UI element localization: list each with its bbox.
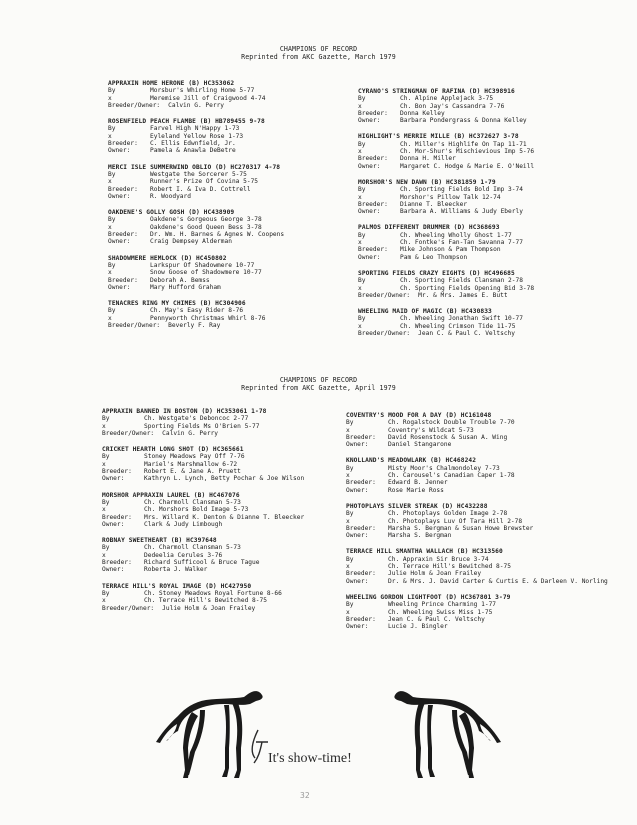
row-label: By [346, 464, 354, 472]
row-value: Beverly F. Ray [168, 322, 221, 330]
row-value: Kathryn L. Lynch, Betty Pochar & Joe Wilson [144, 475, 305, 483]
row-value: Farvel High N'Happy 1-73 [150, 125, 240, 133]
row-label: Breeder/Owner: [358, 291, 411, 299]
row-label: Breeder: [346, 433, 376, 441]
row-value: Dedeelia Cerules 3-76 [144, 551, 223, 559]
row-value: Larkspur Of Shadowmere 10-77 [150, 261, 255, 269]
row-value: Deborah A. Bemss [150, 276, 210, 284]
row-label: x [108, 314, 112, 322]
row-value: Robert E. & Jane A. Pruett [144, 468, 241, 476]
row-value: David Rosenstock & Susan A. Wing [388, 433, 508, 441]
row-label: By [102, 453, 110, 461]
row-value: Ch. Sporting Fields Clansman 2-78 [400, 277, 523, 285]
row-label: Breeder: [102, 468, 132, 476]
row-value: Dr. & Mrs. J. David Carter & Curtis E. & Darleen V. Norling [388, 577, 608, 585]
row-value: Calvin G. Perry [168, 101, 225, 109]
row-label: By [358, 186, 366, 194]
row-label: x [102, 551, 106, 559]
row-label: Owner: [102, 475, 125, 483]
row-value: Westgate the Sorcerer 5-75 [150, 170, 247, 178]
champion-title: MORSHOR APPRAXIN LAUREL (B) HC467076 [102, 491, 240, 499]
row-label: By [346, 419, 354, 427]
row-label: By [102, 415, 110, 423]
row-label: Owner: [102, 566, 125, 574]
row-value: Dr. Wm. H. Barnes & Agnes W. Coopens [150, 231, 285, 239]
row-value: Rose Marie Ross [388, 486, 444, 494]
row-label: Owner: [108, 192, 131, 200]
row-value: Mrs. Willard K. Denton & Dianne T. Bleecker [144, 513, 305, 521]
row-value: Mary Hufford Graham [150, 283, 221, 291]
row-label: Owner: [346, 486, 369, 494]
row-label: By [358, 277, 366, 285]
row-value: Ch. Sporting Fields Opening Bid 3-78 [400, 284, 535, 292]
row-label: x [102, 597, 106, 605]
row-value: Mike Johnson & Pam Thompson [400, 246, 501, 254]
row-label: By [108, 87, 116, 95]
row-label: Breeder: [108, 276, 138, 284]
row-label: x [346, 608, 350, 616]
row-label: By [358, 95, 366, 103]
row-label: Owner: [358, 208, 381, 216]
row-label: Breeder/Owner: [108, 322, 161, 330]
row-label: By [358, 315, 366, 323]
row-value: Ch. Miller's Highlife On Tap 11-71 [400, 140, 527, 148]
row-value: Ch. Carousel's Canadian Caper 1-78 [388, 472, 515, 480]
row-value: Dianne T. Bleecker [400, 200, 468, 208]
row-value: Ch. Terrace Hill's Bewitched 8-75 [144, 597, 267, 605]
row-value: Jean C. & Paul C. Veltschy [388, 615, 485, 623]
row-label: By [108, 125, 116, 133]
row-label: Breeder: [358, 246, 388, 254]
row-value: Marsha S. Bergman & Susan Howe Brewster [388, 524, 534, 532]
champion-title: WHEELING MAID OF MAGIC (B) HC430833 [358, 308, 492, 316]
row-value: Pam & Leo Thompson [400, 253, 468, 261]
row-value: Mariel's Marshmallow 6-72 [144, 460, 238, 468]
row-value: Oakdene's Gorgeous George 3-78 [150, 216, 262, 224]
row-value: Ch. Photoplays Luv Of Tara Hill 2-78 [388, 517, 523, 525]
row-value: Daniel Stangarone [388, 441, 452, 449]
row-label: Breeder/Owner: [102, 604, 155, 612]
row-value: Ch. May's Easy Rider 8-76 [150, 307, 244, 315]
row-value: Coventry's Wildcat 5-73 [388, 426, 474, 434]
champion-title: TENACRES RING MY CHIMES (B) HC304906 [108, 300, 246, 308]
row-value: R. Woodyard [150, 192, 191, 200]
row-label: Breeder: [108, 231, 138, 239]
champion-title: MERCI ISLE SUMMERWIND OBLIO (D) HC270317 4-78 [108, 163, 281, 171]
row-value: Morshor's Pillow Talk 12-74 [400, 193, 501, 201]
champion-title: KNOLLAND'S MEADOWLARK (B) HC468242 [346, 457, 477, 465]
row-label: x [108, 269, 112, 277]
row-value: Ch. Alpine Applejack 3-75 [400, 95, 494, 103]
row-label: Owner: [102, 520, 125, 528]
row-label: By [102, 544, 110, 552]
row-value: Ch. Wheeling Jonathan Swift 10-77 [400, 315, 523, 323]
champion-title: PHOTOPLAYS SILVER STREAK (D) HC432288 [346, 502, 488, 510]
row-label: By [346, 555, 354, 563]
row-label: x [108, 132, 112, 140]
row-value: Ch. Wheeling Wholly Ghost 1-77 [400, 231, 512, 239]
row-label: By [108, 170, 116, 178]
row-value: Edward B. Jenner [388, 479, 448, 487]
row-label: x [108, 178, 112, 186]
row-value: Ch. Sporting Fields Bold Imp 3-74 [400, 186, 523, 194]
row-value: Sporting Fields Ms O'Brien 5-77 [144, 422, 260, 430]
section1-heading: CHAMPIONS OF RECORD [279, 45, 358, 53]
row-label: x [358, 102, 362, 110]
champion-title: CYRANO'S STRINGMAN OF RAFINA (D) HC398916 [358, 88, 515, 95]
row-value: Misty Moor's Chalmondoley 7-73 [388, 464, 500, 472]
row-value: Ch. Wheeling Crimson Tide 11-75 [400, 322, 516, 330]
row-label: By [108, 216, 116, 224]
row-value: Ch. Charmoll Clansman 5-73 [144, 544, 241, 552]
row-value: Runner's Prize Of Covina 5-75 [150, 178, 259, 186]
row-value: Pamela & Anawla DeBetre [150, 147, 236, 155]
row-label: By [346, 510, 354, 518]
row-value: Wheeling Prince Charming 1-77 [388, 601, 497, 609]
row-label: Breeder/Owner: [108, 101, 161, 109]
row-label: Owner: [358, 162, 381, 170]
row-label: x [346, 472, 350, 480]
row-label: x [358, 193, 362, 201]
row-value: Craig Dempsey Alderman [150, 238, 232, 246]
row-value: Ch. Morshors Bold Image 5-73 [144, 506, 249, 514]
row-label: By [358, 231, 366, 239]
row-value: Roberta J. Walker [144, 566, 208, 574]
row-value: Ch. Photoplays Golden Image 2-78 [388, 510, 508, 518]
row-value: Ch. Wheeling Swiss Miss 1-75 [388, 608, 493, 616]
row-value: Margaret C. Hodge & Marie E. O'Neill [400, 162, 535, 170]
row-value: Ch. Westgate's Deboncoc 2-77 [144, 415, 249, 423]
row-label: Breeder/Owner: [102, 429, 155, 437]
greyhound-right-illustration [394, 691, 501, 778]
row-value: Clark & Judy Limbough [144, 520, 223, 528]
champion-title: APPRAXIN HOME HERONE (B) HC353062 [108, 80, 235, 87]
champion-title: SHADOWMERE HEMLOCK (D) HC450802 [108, 254, 227, 262]
row-label: Owner: [108, 238, 131, 246]
row-label: Breeder: [346, 524, 376, 532]
row-label: Breeder: [358, 109, 388, 117]
row-value: Ch. Bon Jay's Cassandra 7-76 [400, 102, 505, 110]
row-label: By [346, 601, 354, 609]
row-label: Breeder: [346, 570, 376, 578]
row-value: Meremise Jill of Craigwood 4-74 [150, 94, 266, 102]
row-value: Marsha S. Bergman [388, 532, 452, 540]
row-value: Julie Holm & Joan Frailey [162, 604, 256, 612]
row-label: Breeder: [346, 479, 376, 487]
champion-title: SPORTING FIELDS CRAZY EIGHTS (D) HC496685 [358, 269, 515, 277]
row-label: x [102, 460, 106, 468]
row-label: x [358, 322, 362, 330]
champion-title: ROBNAY SWEETHEART (B) HC397648 [102, 537, 217, 545]
row-label: Breeder: [102, 513, 132, 521]
row-label: Owner: [346, 441, 369, 449]
row-label: x [108, 94, 112, 102]
section1-subheading: Reprinted from AKC Gazette, March 1979 [241, 53, 396, 61]
row-label: By [358, 140, 366, 148]
row-value: Donna H. Miller [400, 155, 456, 163]
row-value: Lucie J. Bingler [388, 623, 448, 631]
row-label: Breeder: [108, 185, 138, 193]
champion-title: TERRACE HILL SMANTHA WALLACH (B) HC313560 [346, 548, 503, 556]
champion-title: OAKDENE'S GOLLY GOSH (D) HC438909 [108, 209, 235, 217]
row-value: Mr. & Mrs. James E. Butt [418, 291, 508, 299]
section2-subheading: Reprinted from AKC Gazette, April 1979 [241, 384, 396, 392]
row-value: Morsbur's Whirling Home 5-77 [150, 87, 255, 95]
row-value: Julie Holm & Joan Frailey [388, 570, 482, 578]
row-label: Owner: [108, 283, 131, 291]
row-label: x [102, 506, 106, 514]
row-label: Owner: [358, 117, 381, 125]
row-label: Owner: [108, 147, 131, 155]
row-value: Ch. Appraxin Sir Bruce 3-74 [388, 555, 489, 563]
tagline-text: It's show-time! [268, 751, 352, 766]
champion-title: WHEELING GORDON LIGHTFOOT (D) HC367801 3-79 [346, 593, 511, 601]
champion-title: TERRACE HILL'S ROYAL IMAGE (D) HC427950 [102, 582, 252, 590]
row-value: C. Ellis Edwnfield, Jr. [150, 140, 236, 148]
row-value: Ch. Rogalstock Double Trouble 7-70 [388, 419, 515, 427]
row-label: Breeder: [346, 615, 376, 623]
row-label: Owner: [346, 577, 369, 585]
row-label: Owner: [358, 253, 381, 261]
row-value: Pennyworth Christmas Whirl 8-76 [150, 314, 266, 322]
row-label: Owner: [346, 623, 369, 631]
row-value: Barbara A. Williams & Judy Eberly [400, 208, 523, 216]
section2-heading: CHAMPIONS OF RECORD [279, 376, 358, 384]
row-value: Ch. Terrace Hill's Bewitched 8-75 [388, 563, 511, 571]
row-label: Breeder: [102, 559, 132, 567]
row-label: Breeder/Owner: [358, 330, 411, 338]
row-value: Richard Sufficool & Bruce Tague [144, 559, 260, 567]
champion-title: ROSENFIELD PEACH FLAMBE (B) HB789455 9-78 [108, 118, 265, 126]
row-label: By [108, 261, 116, 269]
champion-title: CRICKET HEARTH LONG SHOT (D) HC365661 [102, 446, 244, 454]
row-label: Breeder: [358, 200, 388, 208]
row-value: Ch. Charmoll Clansman 5-73 [144, 498, 241, 506]
row-label: x [358, 148, 362, 156]
row-value: Oakdene's Good Queen Bess 3-78 [150, 223, 262, 231]
row-value: Jean C. & Paul C. Veltschy [418, 330, 516, 338]
row-label: Owner: [346, 532, 369, 540]
row-value: Calvin G. Perry [162, 429, 219, 437]
row-label: Breeder: [358, 155, 388, 163]
champion-title: MORSHOR'S NEW DAWN (B) HC381859 1-79 [358, 178, 496, 186]
row-label: x [358, 284, 362, 292]
row-label: x [346, 563, 350, 571]
row-label: x [346, 517, 350, 525]
row-label: x [108, 223, 112, 231]
row-label: x [358, 239, 362, 247]
greyhound-left-illustration [156, 691, 263, 778]
row-label: Breeder: [108, 140, 138, 148]
row-value: Snow Goose of Shadowmere 10-77 [150, 269, 262, 277]
row-value: Ch. Mor-Shur's Mischievious Imp 5-76 [400, 148, 535, 156]
tagline-flourish [252, 730, 268, 763]
row-label: x [102, 422, 106, 430]
champion-title: COVENTRY'S MOOD FOR A DAY (D) HC161048 [346, 412, 492, 419]
row-value: Donna Kelley [400, 109, 445, 117]
champion-title: APPRAXIN BANNED IN BOSTON (D) HC353061 1-78 [102, 408, 267, 415]
row-value: Barbara Pondergrass & Donna Kelley [400, 117, 527, 125]
row-label: By [102, 498, 110, 506]
row-value: Stoney Meadows Pay Off 7-76 [144, 453, 245, 461]
row-value: Ch. Stoney Meadows Royal Fortune 8-66 [144, 589, 282, 597]
row-value: Robert I. & Iva D. Cottrell [150, 185, 251, 193]
champion-title: PALMOS DIFFERENT DRUMMER (D) HC368693 [358, 224, 500, 232]
row-value: Ch. Fontke's Fan-Tan Savanna 7-77 [400, 239, 523, 247]
row-label: By [108, 307, 116, 315]
page-number: 32 [300, 791, 310, 800]
row-label: x [346, 426, 350, 434]
row-label: By [102, 589, 110, 597]
row-value: Eyleland Yellow Rose 1-73 [150, 132, 244, 140]
champion-title: HIGHLIGHT'S MERRIE MILLE (B) HC372627 3-78 [358, 133, 519, 141]
